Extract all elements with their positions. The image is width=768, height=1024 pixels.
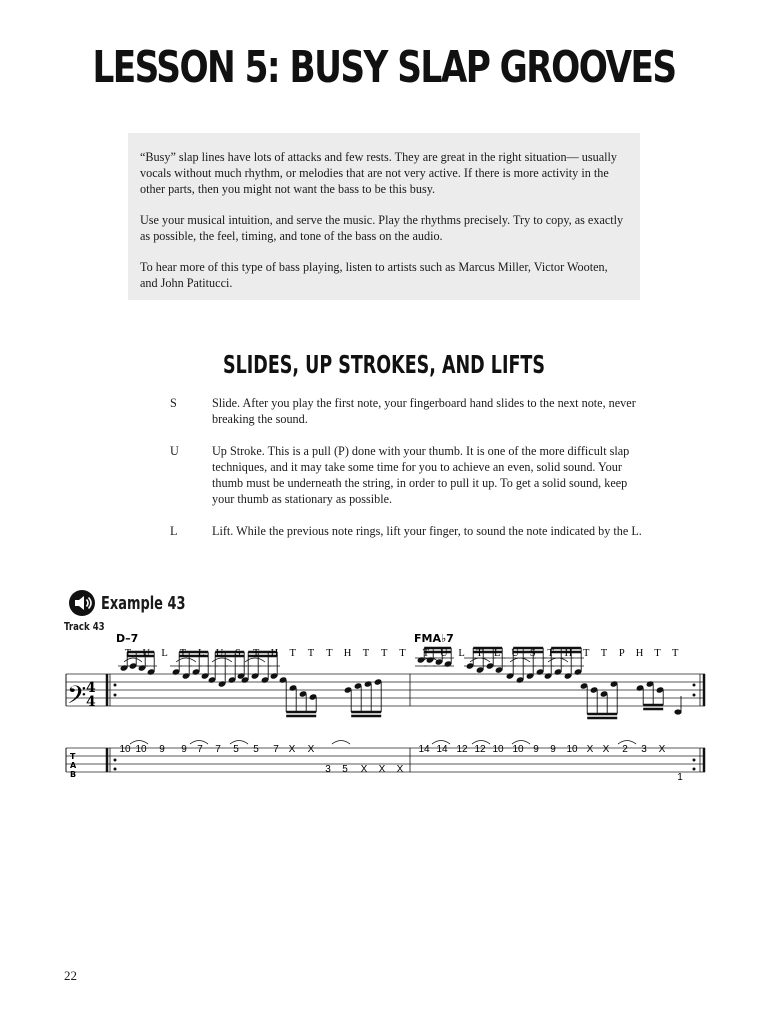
tab-number: X — [586, 744, 594, 755]
bass-clef-icon: 𝄢 — [67, 681, 87, 716]
time-signature-top: 4 — [86, 680, 96, 696]
stroke-mark-m2: P — [618, 648, 625, 659]
stroke-mark-m1: T — [307, 648, 315, 659]
tab-number: X — [396, 764, 404, 775]
stroke-mark-m1: T — [326, 648, 333, 659]
stroke-mark-m1: U — [215, 648, 224, 659]
stroke-mark-m1: T — [362, 648, 370, 659]
repeat-dot — [693, 759, 696, 762]
stroke-mark-m2: L — [458, 648, 465, 659]
tab-number: 14 — [418, 744, 430, 755]
page-title: LESSON 5: BUSY SLAP GROOVES — [92, 42, 676, 93]
stroke-mark-m2: H — [635, 648, 644, 659]
stroke-mark-m1: H — [270, 648, 279, 659]
repeat-dot — [114, 759, 117, 762]
definition-symbol: U — [170, 444, 179, 458]
tab-number: 10 — [512, 744, 524, 755]
repeat-dot — [693, 694, 696, 697]
definition-symbol: S — [170, 396, 177, 410]
stroke-mark-m1: T — [289, 648, 296, 659]
tab-number: 5 — [253, 744, 259, 755]
tab-number: 5 — [233, 744, 239, 755]
stroke-mark-m2: S — [529, 648, 536, 659]
tab-number: 12 — [474, 744, 486, 755]
stroke-mark-m1: T — [124, 648, 132, 659]
chord-symbol-1: D–7 — [116, 632, 139, 645]
tab-number: 14 — [436, 744, 448, 755]
tab-number: 10 — [492, 744, 504, 755]
time-signature-bottom: 4 — [86, 694, 96, 710]
stroke-mark-m2: H — [564, 648, 573, 659]
stroke-mark-m2: T — [582, 648, 590, 659]
definition-text: Up Stroke. This is a pull (P) done with your thumb. It is one of the more difficult slap techniques, and it may take some time for you to achieve an even, solid sound. Your thumb must be underneath the string, in order to pull it up. To get a solid sound, keep your thumb as stationary as possible. — [212, 444, 630, 506]
repeat-dot — [114, 694, 117, 697]
stroke-mark-m2: T — [600, 648, 608, 659]
page-number: 22 — [64, 968, 77, 983]
definition-text: Slide. After you play the first note, your fingerboard hand slides to the next note, never breaking the sound. — [212, 396, 636, 426]
tab-number: 7 — [215, 744, 221, 755]
barlines — [66, 674, 704, 772]
tab-number: 10 — [135, 744, 147, 755]
section-title: SLIDES, UP STROKES, AND LIFTS — [223, 350, 545, 379]
note-head — [674, 709, 681, 714]
tab-number: 10 — [119, 744, 131, 755]
intro-paragraph-1: “Busy” slap lines have lots of attacks and few rests. They are great in the right situation— usually vocals without much rhythm, or melodies that are not very active. If there is more activity in the other parts, then you might not want the bass to be this busy. — [140, 150, 617, 196]
tab-number: 3 — [325, 764, 331, 775]
repeat-dot — [114, 768, 117, 771]
tab-number: 5 — [342, 764, 348, 775]
tab-number: X — [307, 744, 315, 755]
stroke-mark-m2: U — [511, 648, 519, 659]
intro-paragraph-3: To hear more of this type of bass playing, listen to artists such as Marcus Miller, Victor Wooten, and John Patitucci. — [140, 260, 608, 290]
chord-symbol-2: FMA♭7 — [414, 632, 454, 645]
stroke-mark-m1: T — [179, 648, 187, 659]
stroke-mark-m2: T — [547, 648, 554, 659]
stroke-mark-m1: L — [161, 648, 168, 659]
repeat-dot — [693, 684, 696, 687]
tab-number: 7 — [197, 744, 203, 755]
stroke-mark-m1: T — [399, 648, 406, 659]
tab-number: 2 — [622, 744, 628, 755]
tab-number: 3 — [641, 744, 647, 755]
stroke-mark-m2: T — [422, 648, 430, 659]
tab-label-t: T — [70, 752, 76, 761]
tab-label-b: B — [70, 770, 77, 779]
tab-number: X — [378, 764, 386, 775]
tab-slur — [332, 741, 350, 745]
tab-number: 9 — [159, 744, 165, 755]
tab-number: 10 — [566, 744, 578, 755]
tab-label-a: A — [70, 761, 77, 770]
stroke-mark-m1: L — [197, 648, 205, 659]
tab-number: 1 — [677, 772, 683, 783]
stroke-mark-m2: T — [476, 648, 483, 659]
tab-number: 9 — [181, 744, 187, 755]
track-label: Track 43 — [64, 620, 105, 633]
tab-number: 9 — [533, 744, 539, 755]
example-title: Example 43 — [101, 592, 186, 614]
stroke-mark-m2: T — [654, 648, 661, 659]
intro-paragraph-2: Use your musical intuition, and serve the music. Play the rhythms precisely. Try to copy, as exactly as possible, the feel, timing, and tone of the bass on the audio. — [140, 213, 624, 243]
repeat-dot — [114, 684, 117, 687]
repeat-dot — [693, 768, 696, 771]
tab-number: X — [658, 744, 666, 755]
definition-text: Lift. While the previous note rings, lift your finger, to sound the note indicated by the L. — [212, 524, 642, 538]
stroke-mark-m1: S — [234, 648, 241, 659]
tab-number: 9 — [550, 744, 556, 755]
stroke-mark-m1: U — [142, 648, 151, 659]
stroke-mark-m1: T — [252, 648, 260, 659]
staff-lines — [66, 674, 705, 706]
definition-symbol: L — [170, 524, 178, 538]
tab-number: 7 — [273, 744, 279, 755]
tab-number: X — [288, 744, 296, 755]
tab-number: X — [602, 744, 610, 755]
stroke-mark-m2: U — [440, 648, 448, 659]
tab-number: X — [360, 764, 368, 775]
stroke-mark-m1: H — [343, 648, 352, 659]
tab-number: 12 — [456, 744, 468, 755]
tab-numbers — [119, 741, 683, 784]
stroke-mark-m2: T — [671, 648, 679, 659]
stroke-mark-m2: L — [493, 648, 501, 659]
stroke-mark-m1: T — [380, 648, 388, 659]
